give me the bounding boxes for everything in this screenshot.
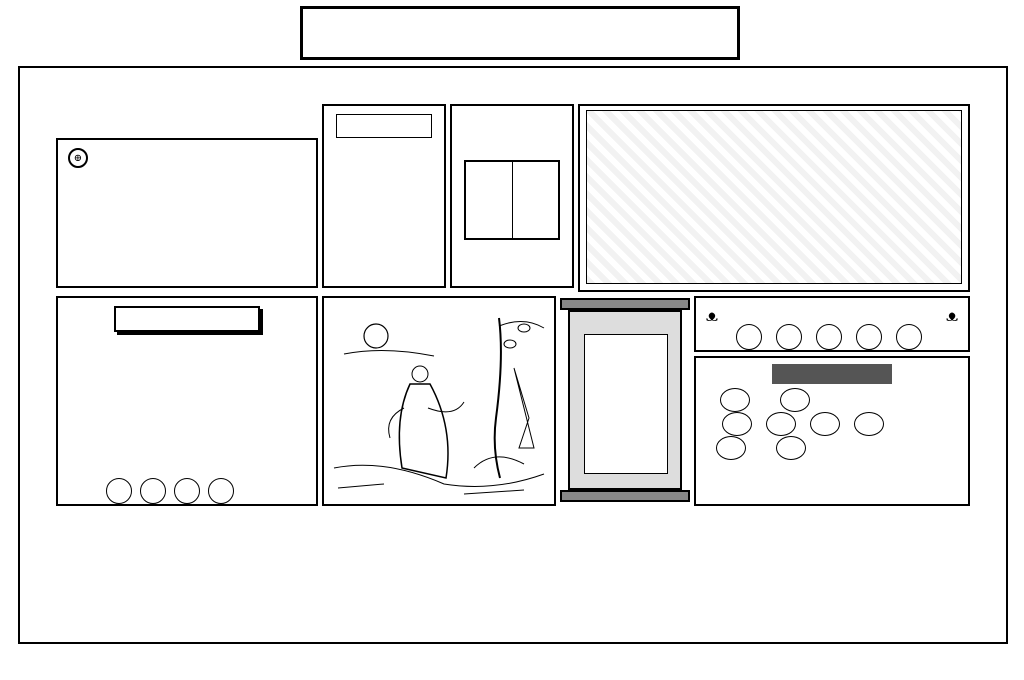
tv-color xyxy=(776,436,806,460)
tv-title xyxy=(772,364,892,384)
scroll-paper xyxy=(584,334,668,474)
marksix-band-left xyxy=(22,72,44,642)
xinshui-panel xyxy=(322,104,446,288)
bat-icon-left: ᴥ xyxy=(706,306,718,325)
treasure-number xyxy=(816,324,842,350)
bat-icon-right: ᴥ xyxy=(946,306,958,325)
wanted-panel xyxy=(56,138,318,288)
tv-supply-number xyxy=(854,412,884,436)
jockey-club-icon: ⊕ xyxy=(68,148,88,168)
logo-panel xyxy=(578,104,970,292)
strategy-body xyxy=(68,342,310,472)
treasure-number xyxy=(776,324,802,350)
special-cell-num1 xyxy=(466,200,512,238)
xinshui-title xyxy=(336,114,432,138)
tv-panel xyxy=(694,356,970,506)
recommend-number xyxy=(208,478,234,504)
strategy-recommend xyxy=(98,478,234,504)
recommend-number xyxy=(140,478,166,504)
treasure-number xyxy=(856,324,882,350)
tv-zodiac xyxy=(780,388,810,412)
special-cell-num2 xyxy=(512,200,558,238)
masthead-title xyxy=(300,6,740,60)
scroll-panel xyxy=(560,296,690,506)
recommend-number xyxy=(106,478,132,504)
logo-watermark xyxy=(586,110,962,284)
special-grid xyxy=(464,160,560,240)
treasure-numbers xyxy=(736,324,922,350)
special-cell-big xyxy=(466,162,512,200)
marksix-band-top xyxy=(20,72,988,94)
tv-content xyxy=(708,388,964,460)
treasure-number xyxy=(896,324,922,350)
treasure-number xyxy=(736,324,762,350)
tv-supply-number xyxy=(810,412,840,436)
scroll-rod-bottom xyxy=(560,490,690,502)
special-panel xyxy=(450,104,574,288)
scroll-rod-top xyxy=(560,298,690,310)
scholar-illustration xyxy=(324,298,554,504)
special-cell-even xyxy=(512,162,558,200)
scroll-body xyxy=(568,310,682,490)
treasure-panel xyxy=(694,296,970,352)
marksix-band-right xyxy=(984,72,1006,642)
strategy-panel xyxy=(56,296,318,506)
tv-supply-number xyxy=(722,412,752,436)
tv-count xyxy=(716,436,746,460)
tv-zodiac xyxy=(720,388,750,412)
recommend-number xyxy=(174,478,200,504)
illustration-panel xyxy=(322,296,556,506)
tv-supply-number xyxy=(766,412,796,436)
strategy-title xyxy=(114,306,260,332)
